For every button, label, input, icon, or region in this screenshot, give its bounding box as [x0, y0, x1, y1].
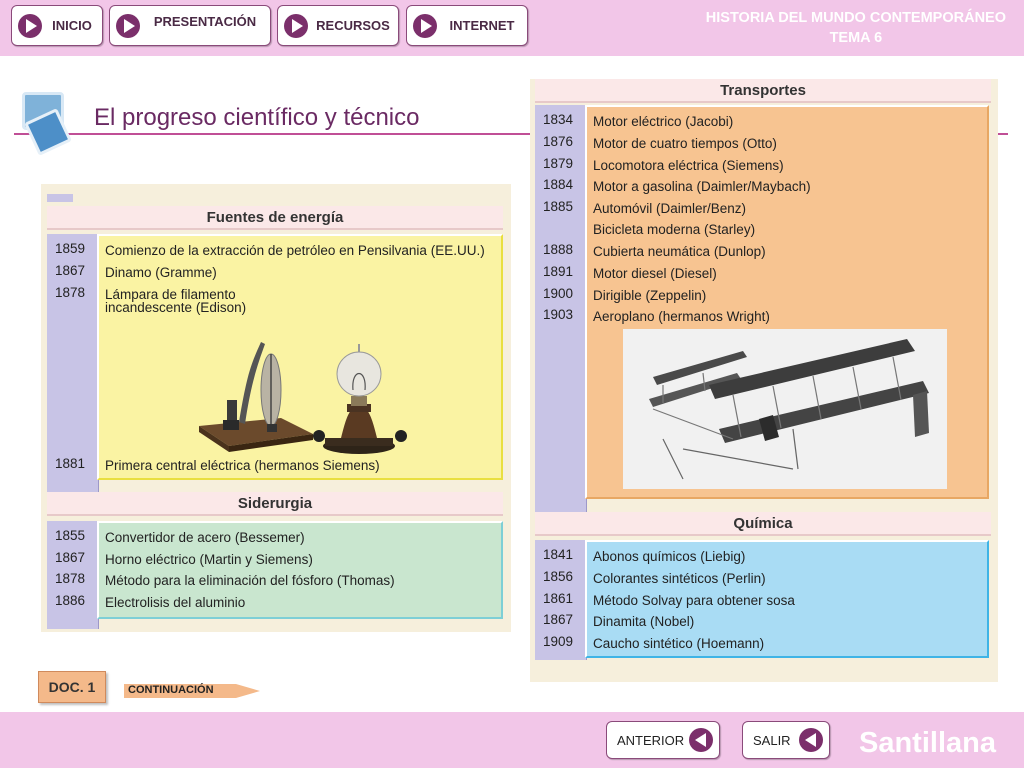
section-title-energia: Fuentes de energía — [47, 206, 503, 230]
entry-text: Electrolisis del aluminio — [105, 595, 246, 610]
entries-box-quimica — [585, 540, 989, 658]
entry-text: Comienzo de la extracción de petróleo en Pensilvania (EE.UU.) — [105, 243, 485, 258]
exit-button[interactable] — [742, 721, 830, 759]
year-label: 1859 — [55, 241, 86, 256]
entry-text: Dirigible (Zeppelin) — [593, 288, 707, 303]
year-label: 1879 — [543, 156, 574, 171]
nav-button-recursos[interactable] — [277, 5, 399, 46]
years-column-transportes — [535, 105, 587, 513]
entry-text: Motor eléctrico (Jacobi) — [593, 114, 734, 129]
year-label: 1881 — [55, 456, 86, 471]
airplane-photo — [623, 329, 947, 489]
page-title: El progreso científico y técnico — [94, 104, 426, 132]
year-label: 1856 — [543, 569, 574, 584]
year-label: 1867 — [543, 612, 574, 627]
document-panel-left — [41, 184, 511, 632]
entry-text: Motor a gasolina (Daimler/Maybach) — [593, 179, 811, 194]
play-right-icon — [413, 14, 437, 38]
entry-text: Método para la eliminación del fósforo (Thomas) — [105, 573, 395, 588]
play-right-icon — [284, 14, 308, 38]
doc-label: DOC. 1 — [38, 671, 106, 703]
entry-text: Automóvil (Daimler/Benz) — [593, 201, 747, 216]
year-label: 1886 — [55, 593, 86, 608]
nav-label: RECURSOS — [316, 18, 390, 33]
year-label: 1900 — [543, 286, 574, 301]
play-right-icon — [18, 14, 42, 38]
year-label: 1885 — [543, 199, 574, 214]
nav-label: INICIO — [52, 18, 92, 33]
year-label: 1903 — [543, 307, 574, 322]
top-bar — [0, 0, 1024, 56]
year-label: 1834 — [543, 112, 574, 127]
nav-label: PRESENTACIÓN — [153, 14, 257, 29]
years-column-energia — [47, 234, 99, 492]
entry-text: Dinamita (Nobel) — [593, 614, 695, 629]
section-title-transportes: Transportes — [535, 79, 991, 103]
entries-box-energia — [97, 234, 503, 480]
exit-label: SALIR — [753, 732, 791, 748]
section-title-siderurgia: Siderurgia — [47, 492, 503, 516]
panel-tab-decoration — [47, 194, 73, 202]
section-title-quimica: Química — [535, 512, 991, 536]
year-label: 1878 — [55, 285, 86, 300]
entry-text: Caucho sintético (Hoemann) — [593, 636, 765, 651]
entry-text: Dinamo (Gramme) — [105, 265, 217, 280]
year-label: 1884 — [543, 177, 574, 192]
entry-text: Horno eléctrico (Martin y Siemens) — [105, 552, 313, 567]
nav-button-presentacion[interactable] — [109, 5, 271, 46]
year-label: 1867 — [55, 550, 86, 565]
previous-label: ANTERIOR — [617, 732, 685, 748]
course-title-line2: TEMA 6 — [829, 30, 883, 46]
entries-box-transportes — [585, 105, 989, 499]
continue-link[interactable] — [124, 681, 260, 701]
entry-text: Colorantes sintéticos (Perlin) — [593, 571, 766, 586]
year-label: 1861 — [543, 591, 574, 606]
lamps-illustration — [189, 334, 409, 456]
play-left-icon — [689, 728, 713, 752]
entry-text: Aeroplano (hermanos Wright) — [593, 309, 770, 324]
years-column-quimica — [535, 540, 587, 660]
entries-box-siderurgia — [97, 521, 503, 619]
year-label: 1876 — [543, 134, 574, 149]
entry-text: Abonos químicos (Liebig) — [593, 549, 746, 564]
entry-text: Locomotora eléctrica (Siemens) — [593, 158, 784, 173]
entry-text: Bicicleta moderna (Starley) — [593, 222, 756, 237]
play-right-icon — [116, 14, 140, 38]
year-label: 1867 — [55, 263, 86, 278]
year-label: 1888 — [543, 242, 574, 257]
course-title-line1: HISTORIA DEL MUNDO CONTEMPORÁNEO — [705, 10, 1006, 26]
continue-label: CONTINUACIÓN — [128, 684, 214, 696]
years-column-siderurgia — [47, 521, 99, 629]
section-icon — [22, 92, 70, 162]
year-label: 1891 — [543, 264, 574, 279]
entry-text: Lámpara de filamento — [105, 287, 236, 302]
entry-text: incandescente (Edison) — [105, 300, 247, 315]
entry-text: Cubierta neumática (Dunlop) — [593, 244, 766, 259]
brand-logo: Santillana — [859, 727, 996, 759]
nav-label: INTERNET — [449, 18, 515, 33]
document-panel-right — [530, 79, 998, 682]
previous-button[interactable] — [606, 721, 720, 759]
entry-text: Motor de cuatro tiempos (Otto) — [593, 136, 777, 151]
year-label: 1841 — [543, 547, 574, 562]
year-label: 1878 — [55, 571, 86, 586]
entry-text: Método Solvay para obtener sosa — [593, 593, 795, 608]
nav-button-internet[interactable] — [406, 5, 528, 46]
entry-text: Convertidor de acero (Bessemer) — [105, 530, 305, 545]
nav-button-inicio[interactable] — [11, 5, 103, 46]
course-title — [706, 8, 1006, 48]
entry-text: Motor diesel (Diesel) — [593, 266, 717, 281]
play-left-icon — [799, 728, 823, 752]
year-label: 1909 — [543, 634, 574, 649]
year-label: 1855 — [55, 528, 86, 543]
entry-text: Primera central eléctrica (hermanos Siemens) — [105, 458, 380, 473]
